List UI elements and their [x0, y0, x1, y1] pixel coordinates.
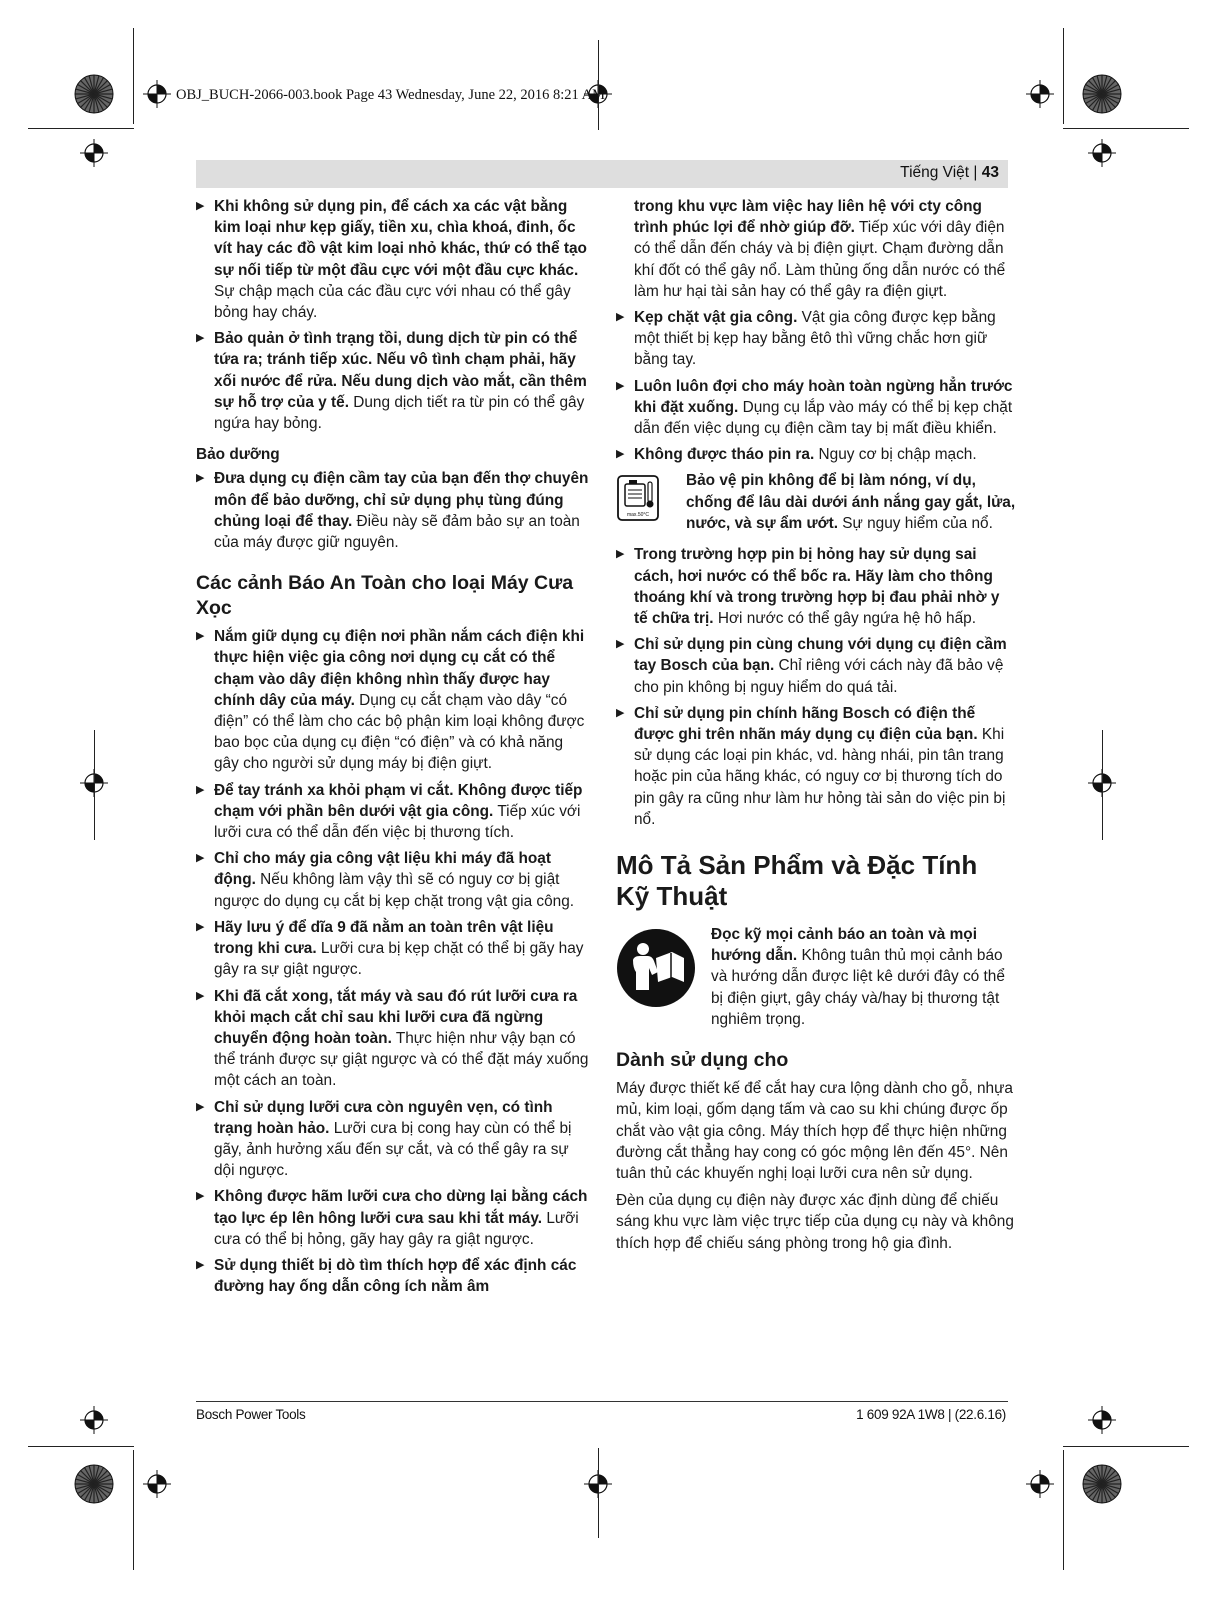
- warning-text: Hơi nước có thể gây ngứa hệ hô hấp.: [713, 610, 976, 628]
- registration-mark-icon: [1026, 80, 1054, 113]
- warning-item: [616, 634, 1016, 698]
- warning-bold-text: Không được tháo pin ra.: [634, 446, 815, 464]
- warning-bold-text: trong khu vực làm việc hay liên hệ với cty công trình phúc lợi để nhờ giúp đỡ.: [634, 198, 982, 237]
- crop-line: [1063, 1446, 1189, 1447]
- warning-text: Sự nguy hiểm của nổ.: [837, 514, 993, 532]
- warning-text: Nếu không làm vậy thì sẽ có nguy cơ bị giật ngược do dụng cụ cắt bị kẹp chặt trong vật gia công.: [214, 871, 575, 910]
- warning-item: [616, 703, 1016, 830]
- warning-item: [616, 307, 1016, 371]
- bullet-arrow-icon: ▶: [196, 200, 205, 212]
- crop-line: [94, 730, 95, 840]
- svg-text:max.50°C: max.50°C: [626, 512, 650, 519]
- registration-mark-icon: [80, 1406, 108, 1439]
- warning-bold-text: Nắm giữ dụng cụ điện nơi phần nắm cách điện khi thực hiện việc gia công nơi dụng cụ cắt có thể chạm vào dây điện không nhìn thấy được hay chính dây của máy.: [214, 628, 585, 709]
- print-info: OBJ_BUCH-2066-003.book Page 43 Wednesday, June 22, 2016 8:21 AM: [176, 87, 605, 103]
- warning-bold-text: Chỉ sử dụng pin cùng chung với dụng cụ điện cầm tay Bosch của bạn.: [634, 636, 1007, 675]
- warning-item: [196, 780, 591, 844]
- chapter-heading: Mô Tả Sản Phẩm và Đặc Tính Kỹ Thuật: [616, 850, 978, 912]
- crop-line: [133, 1450, 134, 1570]
- page-header: [900, 164, 999, 182]
- crop-line: [28, 128, 134, 129]
- footer-left: Bosch Power Tools: [196, 1407, 306, 1422]
- bullet-arrow-icon: ▶: [616, 638, 625, 651]
- warning-item: [616, 444, 1016, 465]
- warning-bold-text: Khi đã cắt xong, tắt máy và sau đó rút lưỡi cưa ra khỏi mạch cắt chỉ sau khi lưỡi cưa đã ngừng chuyển động hoàn toàn.: [214, 987, 578, 1047]
- crop-line: [1063, 128, 1189, 129]
- bullet-arrow-icon: ▶: [196, 1258, 205, 1271]
- warning-item: [196, 1255, 591, 1297]
- warning-bold-text: Chỉ cho máy gia công vật liệu khi máy đã hoạt động.: [214, 850, 551, 889]
- bullet-arrow-icon: ▶: [616, 548, 625, 561]
- crop-line: [1102, 730, 1103, 840]
- crop-line: [28, 1446, 134, 1447]
- warning-text: Tiếp xúc với dây điện có thể dẫn đến cháy và bị điện giựt. Chạm đường dẫn khí đốt có thể gây nổ. Làm thủng ống dẫn nước có thể làm hư hại tài sản hay có thể gây ra điện giựt.: [634, 219, 1006, 300]
- right-column: [616, 196, 1016, 1260]
- bullet-arrow-icon: ▶: [196, 332, 205, 345]
- warning-text: Lưỡi cưa có thể bị hỏng, gãy hay gây ra giật ngược.: [214, 1209, 579, 1248]
- warning-text: Không tuân thủ mọi cảnh báo và hướng dẫn được liệt kê dưới đây có thể bị điện giựt, gây cháy và/hay bị thương tật nghiêm trọng.: [711, 947, 1005, 1028]
- bullet-arrow-icon: ▶: [196, 783, 205, 796]
- bullet-arrow-icon: ▶: [196, 630, 205, 643]
- read-manual-icon: [616, 928, 696, 1014]
- registration-mark-icon: [1088, 139, 1116, 172]
- warning-bold-text: Đưa dụng cụ điện cầm tay của bạn đến thợ chuyên môn để bảo dưỡng, chỉ sử dụng phụ tùng đúng chủng loại để thay.: [214, 470, 589, 530]
- bullet-arrow-icon: ▶: [616, 379, 625, 392]
- warning-text: Lưỡi cưa bị kẹp chặt có thể bị gãy hay gây ra sự giật ngược.: [214, 940, 584, 979]
- warning-item: [196, 626, 591, 774]
- footer-rule: [196, 1401, 1008, 1402]
- registration-mark-icon: [1088, 1406, 1116, 1439]
- warning-text: Dụng cụ cắt chạm vào dây “có điện” có thể làm cho các bộ phận kim loại không được bao bọc của dụng cụ điện “có điện” và có khả năng gây cho người sử dụng máy bị điện giựt.: [214, 691, 585, 773]
- warning-item: [196, 1097, 591, 1182]
- registration-mark-icon: [143, 80, 171, 113]
- warning-text: Tiếp xúc với lưỡi cưa có thể dẫn đến việc bị thương tích.: [214, 802, 581, 842]
- warning-bold-text: Bảo quản ở tình trạng tồi, dung dịch từ pin có thể tứa ra; tránh tiếp xúc. Nếu vô tình chạm phải, hãy xối nước để rửa. Nếu dung dịch vào mắt, cần thêm sự hỗ trợ của y tế.: [214, 330, 587, 411]
- warning-bold-text: Luôn luôn đợi cho máy hoàn toàn ngừng hẳn trước khi đặt xuống.: [634, 377, 1013, 416]
- read-instructions-item: [616, 924, 1016, 1030]
- warning-text: Khi sử dụng các loại pin khác, vd. hàng nhái, pin tân trang hoặc pin của hãng khác, có nguy cơ bị thương tích do pin gây ra cũng như làm hư hỏng tài sản do việc pin bị nổ.: [634, 726, 1006, 828]
- warning-bold-text: Không được hãm lưỡi cưa cho dừng lại bằng cách tạo lực ép lên hông lưỡi cưa sau khi tắt máy.: [214, 1188, 588, 1227]
- crop-line: [1063, 28, 1064, 124]
- warning-bold-text: Khi không sử dụng pin, để cách xa các vật bằng kim loại như kẹp giấy, tiền xu, chìa khoá, đinh, ốc vít hay các đồ vật kim loại nhỏ khác, thứ có thể tạo sự nối tiếp từ một đầu cực với một đầu cực khác.: [214, 198, 587, 279]
- header-language: Tiếng Việt: [900, 164, 970, 181]
- warning-item: [196, 468, 591, 553]
- registration-mark-icon: [1026, 1470, 1054, 1503]
- warning-bold-text: Bảo vệ pin không để bị làm nóng, ví dụ, chống để lâu dài dưới ánh nắng gay gắt, lửa, nước, và sự ẩm ướt.: [686, 472, 1016, 532]
- paragraph: Máy được thiết kế để cắt hay cưa lộng dành cho gỗ, nhựa mủ, kim loại, gốm dạng tấm và cao su khi chúng được ốp chắt vào vật gia công. Máy thích hợp để thực hiện những đường cắt thẳng hay cong có góc mộng lên đến 45°. Nên tuân thủ các khuyến nghị loại lưỡi cưa nên sử dụng.: [616, 1080, 1013, 1182]
- bullet-arrow-icon: ▶: [196, 989, 205, 1002]
- left-column: [196, 196, 591, 1302]
- warning-bold-text: Hãy lưu ý để dĩa 9 đã nằm an toàn trên vật liệu trong khi cưa.: [214, 918, 554, 958]
- bullet-arrow-icon: ▶: [196, 852, 205, 865]
- registration-mark-icon: [80, 139, 108, 172]
- warning-text: Điều này sẽ đảm bảo sự an toàn của máy được giữ nguyên.: [214, 512, 580, 552]
- heat-warning-item: [616, 470, 1016, 538]
- warning-text: Thực hiện như vậy bạn có thể tránh được sự giật ngược và có thể đặt máy xuống một cách an toàn.: [214, 1029, 589, 1090]
- continued-item: [616, 196, 1016, 302]
- warning-text: Vật gia công được kẹp bằng một thiết bị kẹp hay bằng êtô thì vững chắc hơn giữ bằng tay.: [634, 309, 996, 369]
- star-target-icon: [74, 74, 114, 119]
- warning-item: [616, 544, 1016, 629]
- warning-text: Chỉ riêng với cách này đã bảo vệ cho pin không bị nguy hiểm do quá tải.: [634, 657, 1004, 696]
- warning-item: [196, 917, 591, 981]
- bullet-arrow-icon: ▶: [196, 1100, 205, 1113]
- warning-bold-text: Trong trường hợp pin bị hỏng hay sử dụng sai cách, hơi nước có thể bốc ra. Hãy làm cho thông thoáng khí và trong trường hợp bị đau phải nhờ y tế chữa trị.: [634, 546, 1000, 628]
- warning-text: Sự chập mạch của các đầu cực với nhau có thể gây bỏng hay cháy.: [214, 282, 571, 322]
- warning-item: [196, 986, 591, 1092]
- warning-item: [196, 1186, 591, 1250]
- warning-item: [196, 196, 591, 323]
- page-number: 43: [981, 164, 999, 181]
- bullet-arrow-icon: ▶: [196, 1190, 205, 1203]
- bullet-arrow-icon: ▶: [616, 311, 625, 324]
- crop-line: [1063, 1450, 1064, 1570]
- star-target-icon: [74, 1464, 114, 1509]
- warning-text: Nguy cơ bị chập mạch.: [814, 446, 977, 464]
- warning-bold-text: Chỉ sử dụng pin chính hãng Bosch có điện thế được ghi trên nhãn máy dụng cụ điện của bạn.: [634, 704, 978, 744]
- star-target-icon: [1082, 74, 1122, 119]
- registration-mark-icon: [143, 1470, 171, 1503]
- star-target-icon: [1082, 1464, 1122, 1509]
- warning-text: Dung dịch tiết ra từ pin có thể gây ngứa hay bỏng.: [214, 393, 585, 433]
- section-heading: Dành sử dụng cho: [616, 1049, 789, 1072]
- crop-line: [598, 1448, 599, 1538]
- warning-item: [196, 848, 591, 912]
- warning-item: [616, 376, 1016, 440]
- footer-right: 1 609 92A 1W8 | (22.6.16): [856, 1407, 1006, 1422]
- header-separator: |: [969, 164, 982, 181]
- section-heading: Các cảnh Báo An Toàn cho loại Máy Cưa Xọc: [196, 572, 574, 620]
- warning-bold-text: Chỉ sử dụng lưỡi cưa còn nguyên vẹn, có tình trạng hoàn hảo.: [214, 1098, 553, 1137]
- warning-bold-text: Kẹp chặt vật gia công.: [634, 309, 798, 327]
- warning-item: [196, 328, 591, 434]
- warning-bold-text: Đọc kỹ mọi cảnh báo an toàn và mọi hướng dẫn.: [711, 926, 977, 965]
- crop-line: [133, 28, 134, 124]
- warning-bold-text: Để tay tránh xa khỏi phạm vi cắt. Không được tiếp chạm với phần bên dưới vật gia công.: [214, 781, 583, 820]
- crop-line: [598, 40, 599, 130]
- warning-text: Dụng cụ lắp vào máy có thể bị kẹp chặt dẫn đến việc dụng cụ điện cầm tay bị mất điều khiển.: [634, 398, 1013, 438]
- warning-text: Lưỡi cưa bị cong hay cùn có thể bị gãy, ảnh hưởng xấu đến sự cắt, và có thể gây ra sự dội ngược.: [214, 1119, 572, 1180]
- subheading: Bảo dưỡng: [196, 446, 280, 464]
- bullet-arrow-icon: ▶: [616, 706, 625, 719]
- heat-warning-icon: [616, 474, 660, 528]
- header-bar: [196, 160, 1008, 188]
- bullet-arrow-icon: ▶: [196, 472, 205, 485]
- paragraph: Đèn của dụng cụ điện này được xác định dùng để chiếu sáng khu vực làm việc trực tiếp của dụng cụ này và không thích hợp để chiếu sáng phòng trong hộ gia đình.: [616, 1192, 1014, 1252]
- bullet-arrow-icon: ▶: [196, 920, 205, 933]
- warning-bold-text: Sử dụng thiết bị dò tìm thích hợp để xác định các đường hay ống dẫn công ích nằm âm: [214, 1256, 577, 1296]
- bullet-arrow-icon: ▶: [616, 448, 625, 461]
